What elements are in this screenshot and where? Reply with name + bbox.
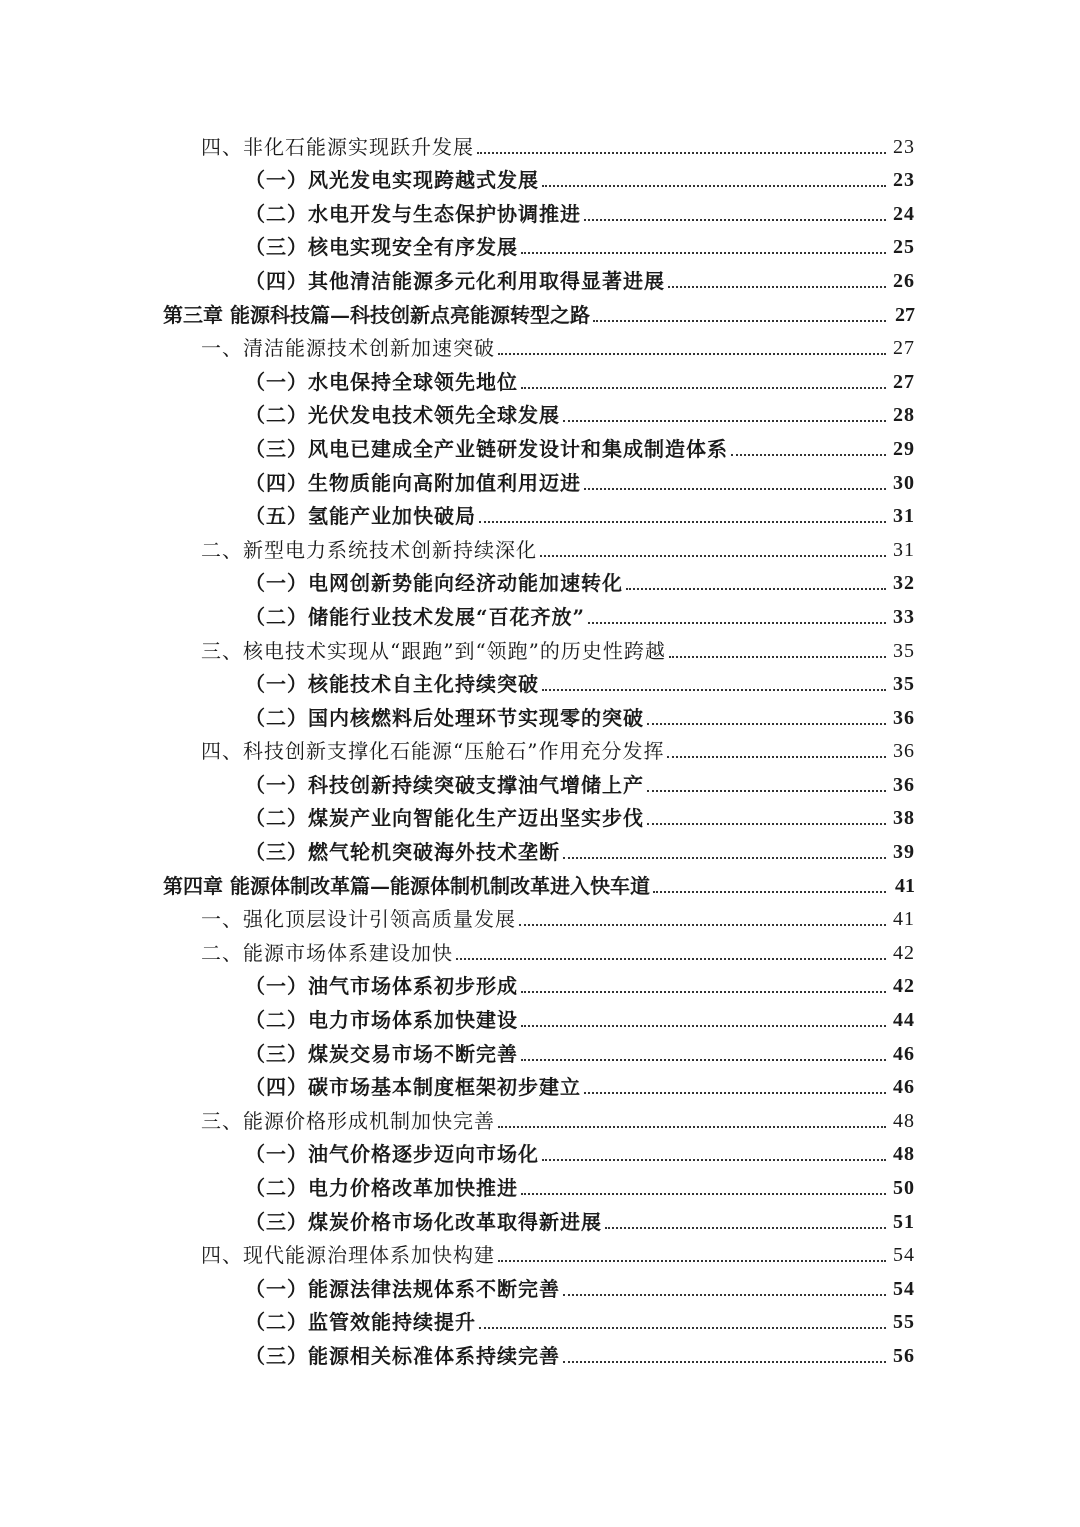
toc-dot-leader [563, 857, 886, 859]
toc-entry-title: 三、核电技术实现从“跟跑”到“领跑”的历史性跨越 [201, 638, 666, 663]
toc-entry-title: （三）风电已建成全产业链研发设计和集成制造体系 [245, 436, 728, 461]
toc-entry-sub [0, 499, 1080, 533]
toc-dot-leader [542, 1159, 886, 1161]
toc-entry-title: （二）光伏发电技术领先全球发展 [245, 403, 560, 428]
toc-entry-sub [0, 364, 1080, 398]
toc-entry-title: （二）监管效能持续提升 [245, 1310, 476, 1335]
toc-entry-section [0, 532, 1080, 566]
toc-dot-leader [584, 219, 886, 221]
toc-entry-title: （一）核能技术自主化持续突破 [245, 672, 539, 697]
toc-dot-leader [563, 420, 886, 422]
toc-entry-title: 四、非化石能源实现跃升发展 [201, 134, 474, 159]
toc-entry-page-number: 48 [893, 1109, 915, 1132]
toc-dot-leader [647, 823, 886, 825]
toc-entry-sub [0, 834, 1080, 868]
toc-entry-page-number: 27 [893, 337, 915, 360]
toc-entry-sub [0, 230, 1080, 264]
toc-entry-page-number: 23 [893, 169, 915, 192]
toc-entry-sub [0, 1305, 1080, 1339]
toc-dot-leader [521, 1193, 886, 1195]
toc-entry-chapter [0, 868, 1080, 902]
toc-dot-leader [647, 790, 886, 792]
toc-entry-page-number: 32 [893, 572, 915, 595]
toc-entry-page-number: 39 [893, 841, 915, 864]
toc-entry-page-number: 56 [893, 1344, 915, 1367]
toc-dot-leader [542, 689, 886, 691]
toc-entry-page-number: 36 [893, 706, 915, 729]
toc-dot-leader [477, 152, 886, 154]
toc-entry-page-number: 28 [893, 404, 915, 427]
toc-dot-leader [563, 1361, 886, 1363]
toc-entry-page-number: 31 [893, 538, 915, 561]
toc-entry-page-number: 36 [893, 740, 915, 763]
toc-entry-section [0, 935, 1080, 969]
toc-entry-title: （二）储能行业技术发展“百花齐放” [245, 604, 586, 629]
toc-entry-title: （一）电网创新势能向经济动能加速转化 [245, 571, 623, 596]
toc-entry-sub [0, 566, 1080, 600]
toc-entry-page-number: 46 [893, 1076, 915, 1099]
toc-entry-title: （一）科技创新持续突破支撑油气增储上产 [245, 772, 644, 797]
toc-entry-page-number: 29 [893, 437, 915, 460]
toc-dot-leader [605, 1227, 886, 1229]
toc-entry-page-number: 35 [893, 639, 915, 662]
toc-entry-title: 第三章 能源科技篇—科技创新点亮能源转型之路 [163, 302, 590, 327]
toc-entry-title: （二）煤炭产业向智能化生产迈出坚实步伐 [245, 806, 644, 831]
toc-entry-title: （三）能源相关标准体系持续完善 [245, 1343, 560, 1368]
toc-entry-title: （一）水电保持全球领先地位 [245, 369, 518, 394]
toc-entry-title: （四）生物质能向高附加值利用迈进 [245, 470, 581, 495]
table-of-contents [0, 129, 1080, 1372]
toc-entry-page-number: 41 [895, 874, 915, 897]
toc-entry-section [0, 633, 1080, 667]
toc-entry-page-number: 26 [893, 269, 915, 292]
toc-entry-title: 四、科技创新支撑化石能源“压舱石”作用充分发挥 [201, 739, 665, 764]
toc-entry-sub [0, 667, 1080, 701]
toc-entry-page-number: 25 [893, 236, 915, 259]
toc-entry-page-number: 42 [893, 975, 915, 998]
toc-dot-leader [667, 756, 886, 758]
toc-entry-sub [0, 465, 1080, 499]
toc-entry-sub [0, 1338, 1080, 1372]
toc-dot-leader [521, 1059, 886, 1061]
toc-entry-title: （二）电力市场体系加快建设 [245, 1008, 518, 1033]
toc-entry-sub [0, 969, 1080, 1003]
toc-entry-page-number: 41 [893, 908, 915, 931]
toc-entry-sub [0, 163, 1080, 197]
toc-entry-page-number: 27 [895, 303, 915, 326]
toc-entry-section [0, 1238, 1080, 1272]
toc-entry-sub [0, 431, 1080, 465]
toc-entry-sub [0, 1170, 1080, 1204]
toc-entry-title: （四）碳市场基本制度框架初步建立 [245, 1075, 581, 1100]
toc-entry-section [0, 129, 1080, 163]
toc-entry-sub [0, 398, 1080, 432]
toc-dot-leader [479, 1327, 886, 1329]
toc-entry-page-number: 38 [893, 807, 915, 830]
toc-dot-leader [653, 891, 886, 893]
toc-entry-page-number: 27 [893, 370, 915, 393]
toc-entry-sub [0, 1070, 1080, 1104]
toc-entry-page-number: 33 [893, 605, 915, 628]
toc-entry-title: （三）核电实现安全有序发展 [245, 235, 518, 260]
toc-entry-page-number: 30 [893, 471, 915, 494]
toc-dot-leader [498, 353, 886, 355]
toc-entry-page-number: 35 [893, 673, 915, 696]
toc-entry-sub [0, 767, 1080, 801]
toc-entry-page-number: 31 [893, 505, 915, 528]
toc-entry-sub [0, 263, 1080, 297]
toc-entry-page-number: 44 [893, 1009, 915, 1032]
toc-entry-title: （一）风光发电实现跨越式发展 [245, 168, 539, 193]
toc-entry-title: （二）电力价格改革加快推进 [245, 1176, 518, 1200]
toc-entry-title: （三）燃气轮机突破海外技术垄断 [245, 840, 560, 865]
toc-dot-leader [521, 991, 886, 993]
toc-entry-title: （一）油气价格逐步迈向市场化 [245, 1142, 539, 1167]
toc-entry-title: （三）煤炭价格市场化改革取得新进展 [245, 1209, 602, 1234]
toc-dot-leader [584, 488, 886, 490]
toc-entry-title: 二、能源市场体系建设加快 [201, 940, 453, 965]
toc-entry-section [0, 1103, 1080, 1137]
toc-entry-sub [0, 1271, 1080, 1305]
toc-entry-title: （二）水电开发与生态保护协调推进 [245, 201, 581, 226]
toc-entry-page-number: 36 [893, 773, 915, 796]
toc-entry-section [0, 331, 1080, 365]
toc-entry-title: （一）油气市场体系初步形成 [245, 974, 518, 999]
toc-dot-leader [731, 454, 886, 456]
toc-entry-sub [0, 1137, 1080, 1171]
toc-dot-leader [521, 252, 886, 254]
toc-dot-leader [521, 1025, 886, 1027]
toc-dot-leader [588, 622, 886, 624]
toc-entry-page-number: 54 [893, 1244, 915, 1267]
toc-dot-leader [626, 588, 886, 590]
toc-dot-leader [669, 656, 886, 658]
toc-entry-title: （五）氢能产业加快破局 [245, 504, 476, 529]
toc-entry-title: （三）煤炭交易市场不断完善 [245, 1041, 518, 1066]
toc-entry-page-number: 23 [893, 135, 915, 158]
toc-entry-section [0, 902, 1080, 936]
toc-dot-leader [479, 521, 886, 523]
toc-entry-page-number: 50 [893, 1177, 915, 1199]
toc-entry-title: （一）能源法律法规体系不断完善 [245, 1276, 560, 1301]
toc-entry-sub [0, 599, 1080, 633]
toc-entry-title: 一、清洁能源技术创新加速突破 [201, 336, 495, 361]
toc-entry-page-number: 54 [893, 1277, 915, 1300]
toc-entry-sub [0, 1036, 1080, 1070]
toc-entry-title: （二）国内核燃料后处理环节实现零的突破 [245, 705, 644, 730]
toc-entry-page-number: 55 [893, 1311, 915, 1334]
toc-entry-title: 四、现代能源治理体系加快构建 [201, 1243, 495, 1268]
toc-dot-leader [498, 1260, 886, 1262]
toc-entry-title: 第四章 能源体制改革篇—能源体制机制改革进入快车道 [163, 873, 650, 898]
toc-dot-leader [498, 1126, 886, 1128]
toc-entry-page-number: 51 [893, 1210, 915, 1233]
toc-dot-leader [519, 924, 886, 926]
toc-entry-sub [0, 700, 1080, 734]
toc-entry-page-number: 42 [893, 941, 915, 964]
toc-entry-sub [0, 801, 1080, 835]
toc-dot-leader [521, 387, 886, 389]
toc-dot-leader [647, 723, 886, 725]
toc-entry-title: 三、能源价格形成机制加快完善 [201, 1108, 495, 1133]
toc-entry-section [0, 734, 1080, 768]
toc-entry-page-number: 24 [893, 202, 915, 225]
toc-dot-leader [563, 1294, 886, 1296]
toc-dot-leader [593, 320, 886, 322]
toc-entry-sub [0, 1204, 1080, 1238]
toc-entry-title: 二、新型电力系统技术创新持续深化 [201, 537, 537, 562]
toc-entry-page-number: 46 [893, 1042, 915, 1065]
toc-entry-sub [0, 196, 1080, 230]
toc-entry-sub [0, 1002, 1080, 1036]
toc-entry-title: 一、强化顶层设计引领高质量发展 [201, 907, 516, 932]
toc-entry-chapter [0, 297, 1080, 331]
toc-entry-page-number: 48 [893, 1143, 915, 1166]
toc-dot-leader [542, 185, 886, 187]
toc-dot-leader [668, 286, 886, 288]
toc-entry-title: （四）其他清洁能源多元化利用取得显著进展 [245, 268, 665, 293]
toc-dot-leader [584, 1092, 886, 1094]
toc-dot-leader [540, 555, 886, 557]
toc-dot-leader [456, 958, 886, 960]
